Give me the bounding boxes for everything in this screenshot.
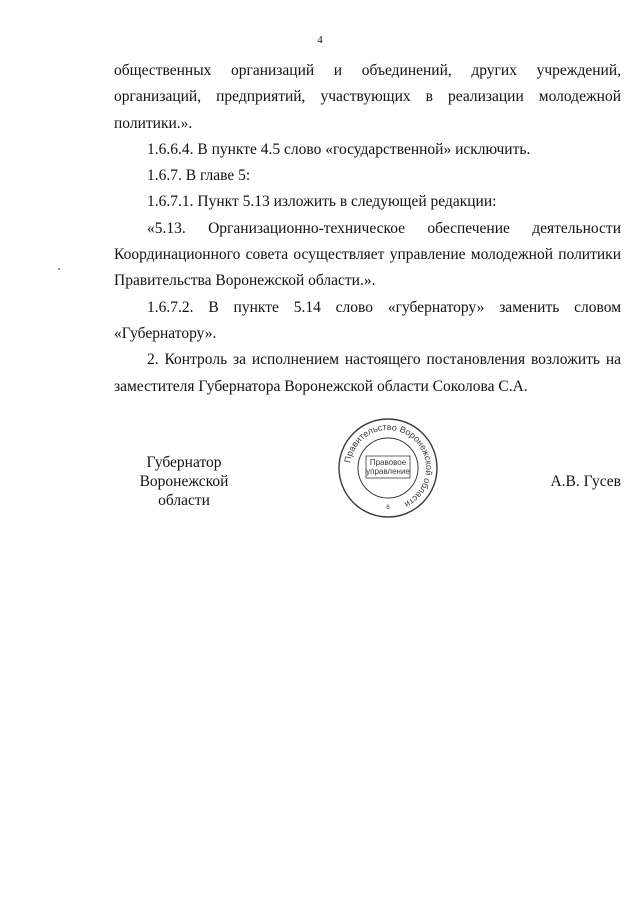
margin-mark: [58, 268, 60, 270]
paragraph-5-13: «5.13. Организационно-техническое обеспечение деятельности Координационного совета осуществляет управление молодежной политики Правительства Воронежской области.».: [114, 219, 621, 290]
stamp-outer-textpath: Правительство Воронежской области: [342, 421, 435, 510]
paragraph-1-6-6-4: 1.6.6.4. В пункте 4.5 слово «государственной» исключить.: [147, 140, 531, 158]
signer-position-line1: Губернатор: [146, 454, 222, 471]
signer-position: [114, 453, 254, 510]
paragraph-2-control: 2. Контроль за исполнением настоящего постановления возложить на заместителя Губернатора Воронежской области Соколова С.А.: [114, 351, 621, 395]
document-body: [114, 58, 621, 400]
paragraph-continuation: общественных организаций и объединений, других учреждений, организаций, предприятий, участвующих в реализации молодежной политики.».: [114, 62, 621, 132]
stamp-inner-line1: Правовое: [369, 458, 407, 467]
paragraph-1-6-7-1: 1.6.7.1. Пункт 5.13 изложить в следующей редакции:: [147, 193, 497, 211]
signer-name: А.В. Гусев: [550, 473, 621, 490]
stamp-bottom-mark: 6: [386, 505, 390, 511]
signer-position-line2: Воронежской области: [139, 473, 229, 509]
official-stamp-icon: [336, 416, 440, 520]
paragraph-1-6-7: 1.6.7. В главе 5:: [147, 167, 251, 185]
paragraph-1-6-7-2: 1.6.7.2. В пункте 5.14 слово «губернатору» заменить словом «Губернатору».: [114, 298, 621, 342]
stamp-inner-line2: управление: [366, 467, 410, 476]
page-number: 4: [317, 34, 323, 46]
